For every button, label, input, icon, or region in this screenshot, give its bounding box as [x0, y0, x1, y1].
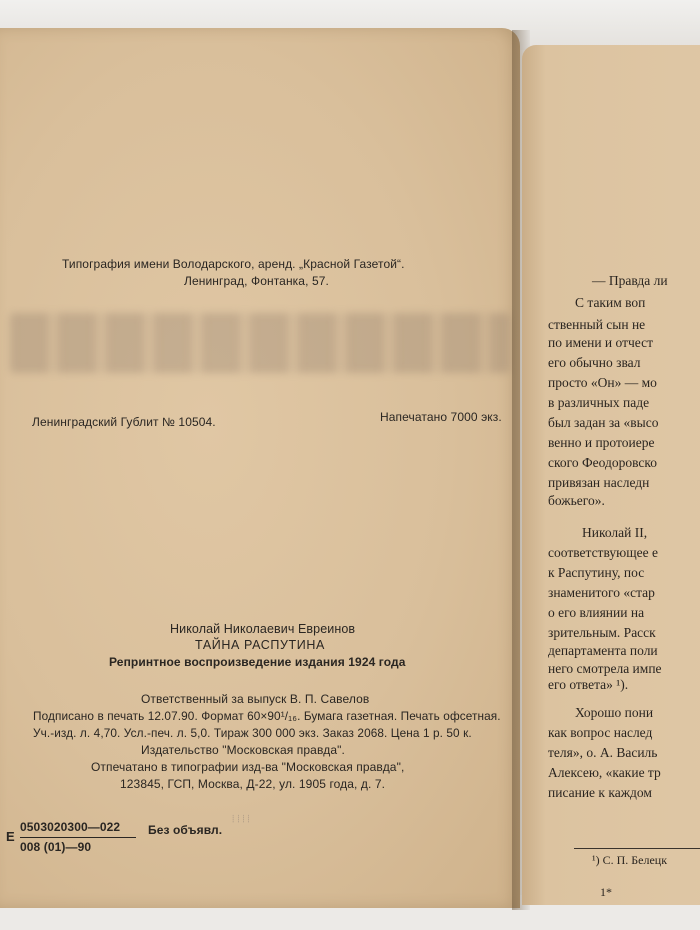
right-page: [522, 45, 700, 905]
right-page-line: Хорошо пони: [575, 705, 654, 720]
right-page-line: о его влиянии на: [548, 605, 645, 620]
index-letter: Е: [6, 829, 15, 844]
book-title: ТАЙНА РАСПУТИНА: [195, 638, 325, 652]
catalog-index: [6, 818, 136, 858]
right-page-line: в различных паде: [548, 395, 650, 410]
right-page-line: привязан наследн: [548, 475, 650, 490]
right-page-line: Николай II,: [582, 525, 648, 540]
no-announcement: Без объявл.: [148, 823, 223, 837]
signature-mark: 1*: [600, 885, 612, 899]
printing-house: Отпечатано в типографии изд-ва "Московская правда",: [91, 760, 405, 774]
right-page-line: Алексею, «какие тр: [548, 765, 661, 780]
publisher-name: Издательство "Московская правда".: [141, 743, 345, 757]
right-page-line: к Распутину, пос: [548, 565, 645, 580]
right-page-line: был задан за «высо: [548, 415, 659, 430]
right-page-line: просто «Он» — мо: [548, 375, 657, 390]
fraction-bar: [20, 837, 136, 838]
right-page-line: С таким воп: [575, 295, 646, 310]
right-page-line: ственный сын не: [548, 317, 646, 332]
reprint-note: Репринтное воспроизведение издания 1924 года: [109, 655, 406, 669]
right-page-line: департамента поли: [548, 643, 658, 658]
right-page-line: венно и протоиере: [548, 435, 655, 450]
signed-for-print: Подписано в печать 12.07.90. Формат 60×90¹/₁₆. Бумага газетная. Печать офсетная.: [33, 709, 501, 723]
printer-line-2: Ленинград, Фонтанка, 57.: [184, 274, 329, 288]
right-page-line: знаменитого «стар: [548, 585, 655, 600]
left-page: [0, 28, 520, 908]
right-page-line: — Правда ли: [592, 273, 668, 288]
gublit-number: Ленинградский Гублит № 10504.: [32, 415, 216, 429]
index-numerator: 0503020300—022: [20, 820, 121, 834]
right-page-line: писание к каждом: [548, 785, 652, 800]
right-page-line: зрительным. Расск: [548, 625, 656, 640]
print-run-1924: Напечатано 7000 экз.: [380, 410, 502, 424]
show-through-print: [10, 313, 510, 373]
right-page-line: него смотрела импе: [548, 661, 662, 676]
right-page-line: по имени и отчест: [548, 335, 654, 350]
footnote-rule: [574, 848, 700, 849]
faint-stamp-mark: ┊┊┊┊: [231, 816, 252, 823]
printing-address: 123845, ГСП, Москва, Д-22, ул. 1905 года, д. 7.: [120, 777, 386, 791]
right-page-line: ского Феодоровско: [548, 455, 657, 470]
right-page-line: соответствующее е: [548, 545, 658, 560]
author-name: Николай Николаевич Евреинов: [170, 622, 356, 636]
responsible-editor: Ответственный за выпуск В. П. Савелов: [141, 692, 370, 706]
right-page-line: его ответа» ¹).: [548, 677, 629, 692]
right-page-line: его обычно звал: [548, 355, 641, 370]
footnote-text: ¹) С. П. Белецк: [592, 853, 668, 867]
index-denominator: 008 (01)—90: [20, 840, 92, 854]
right-page-line: божьего».: [548, 493, 605, 508]
volume-and-run: Уч.-изд. л. 4,70. Усл.-печ. л. 5,0. Тираж 300 000 экз. Заказ 2068. Цена 1 р. 50 к.: [33, 726, 472, 740]
right-page-line: как вопрос наслед: [548, 725, 653, 740]
printer-line-1: Типография имени Володарского, аренд. „Красной Газетой“.: [62, 257, 405, 271]
right-page-line: теля», о. А. Василь: [548, 745, 658, 760]
